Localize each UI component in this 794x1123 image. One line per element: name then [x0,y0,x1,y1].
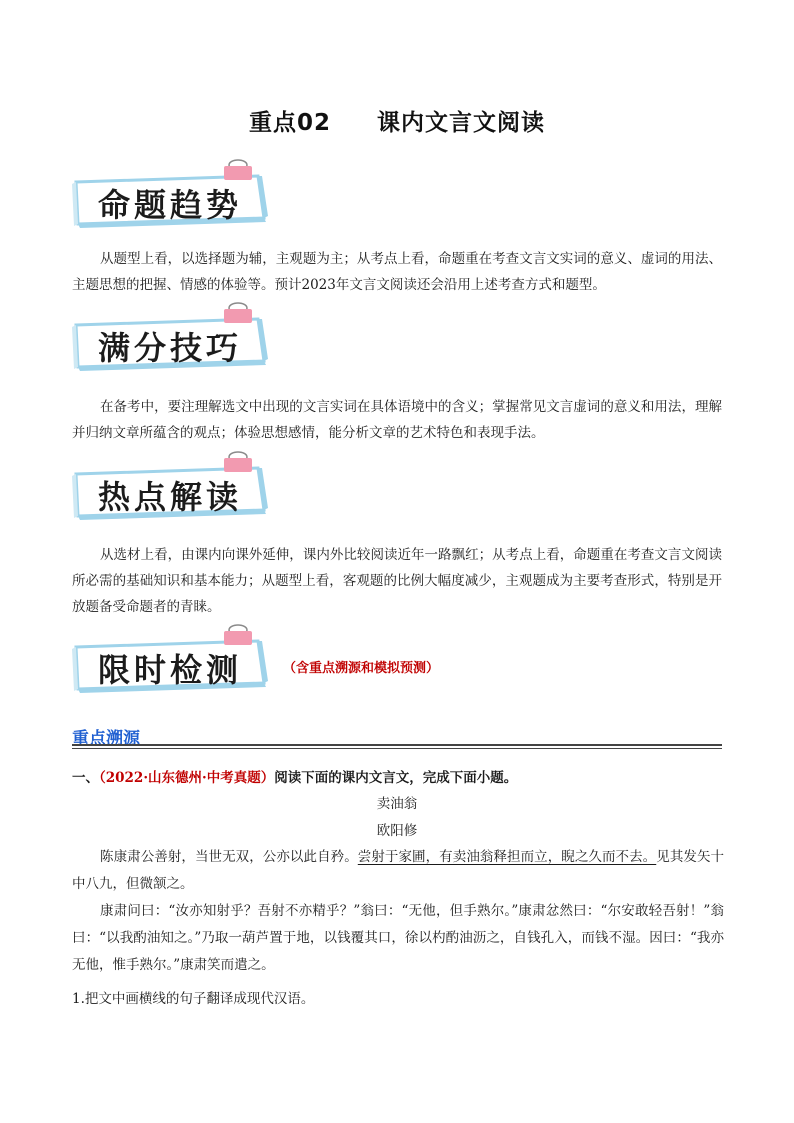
question-number: 一、 [72,770,99,786]
passage-title: 卖油翁 [376,796,418,812]
divider [72,748,722,749]
page-title [0,104,794,137]
banner-label: 满分技巧 [98,329,243,367]
title-left: 重点02 [248,110,331,136]
banner-hotspot [72,462,268,522]
banner-trend [72,170,268,230]
p1-before: 陈康肃公善射，当世无双，公亦以此自矜。 [100,849,358,865]
hotspot-paragraph: 从选材上看，由课内向课外延伸，课内外比较阅读近年一路飘红；从考点上看，命题重在考查文言文阅读所必需的基础知识和基本能力；从题型上看，客观题的比例大幅度减少，主观题成为主要考查形式，特别是开放题备受命题者的青睐。 [72,547,722,615]
banner-skills [72,313,268,373]
question-instruction: 阅读下面的课内文言文，完成下面小题。 [274,770,518,786]
test-note: （含重点溯源和模拟预测） [283,661,440,676]
banner-label: 限时检测 [98,651,243,689]
passage-paragraph-1 [72,844,724,898]
title-right: 课内文言文阅读 [377,110,545,136]
skills-paragraph: 在备考中，要注理解选文中出现的文言实词在具体语境中的含义；掌握常见文言虚词的意义和用法，理解并归纳文章所蕴含的观点；体验思想感情，能分析文章的艺术特色和表现手法。 [72,399,722,441]
banner-label: 命题趋势 [98,186,243,224]
banner-test [72,635,268,695]
binder-clip-icon [220,450,256,472]
p1-after: 见其发矢十中八九，但微颔之。 [72,849,725,892]
task-1: 1.把文中画横线的句子翻译成现代汉语。 [72,991,315,1007]
question-source: （2022·山东德州·中考真题） [99,770,275,786]
banner-label: 热点解读 [98,478,243,516]
passage-paragraph-2: 康肃问曰：“汝亦知射乎？吾射不亦精乎？”翁曰：“无他，但手熟尔。”康肃忿然曰：“尔安敢轻吾射！”翁曰：“以我酌油知之。”乃取一葫芦置于地，以钱覆其口，徐以杓酌油沥之，自钱孔入，而钱不湿。因曰：“我亦无他，惟手熟尔。”康肃笑而遣之。 [72,903,724,973]
divider [72,744,722,746]
question-header [72,766,517,786]
binder-clip-icon [220,301,256,323]
section-title: 重点溯源 [72,729,140,749]
binder-clip-icon [220,623,256,645]
underlined-sentence: 尝射于家圃，有卖油翁释担而立，睨之久而不去。 [357,849,657,865]
binder-clip-icon [220,158,256,180]
passage-author: 欧阳修 [376,823,418,839]
trend-paragraph: 从题型上看，以选择题为辅，主观题为主；从考点上看，命题重在考查文言文实词的意义、虚词的用法、主题思想的把握、情感的体验等。预计2023年文言文阅读还会沿用上述考查方式和题型。 [72,251,722,293]
